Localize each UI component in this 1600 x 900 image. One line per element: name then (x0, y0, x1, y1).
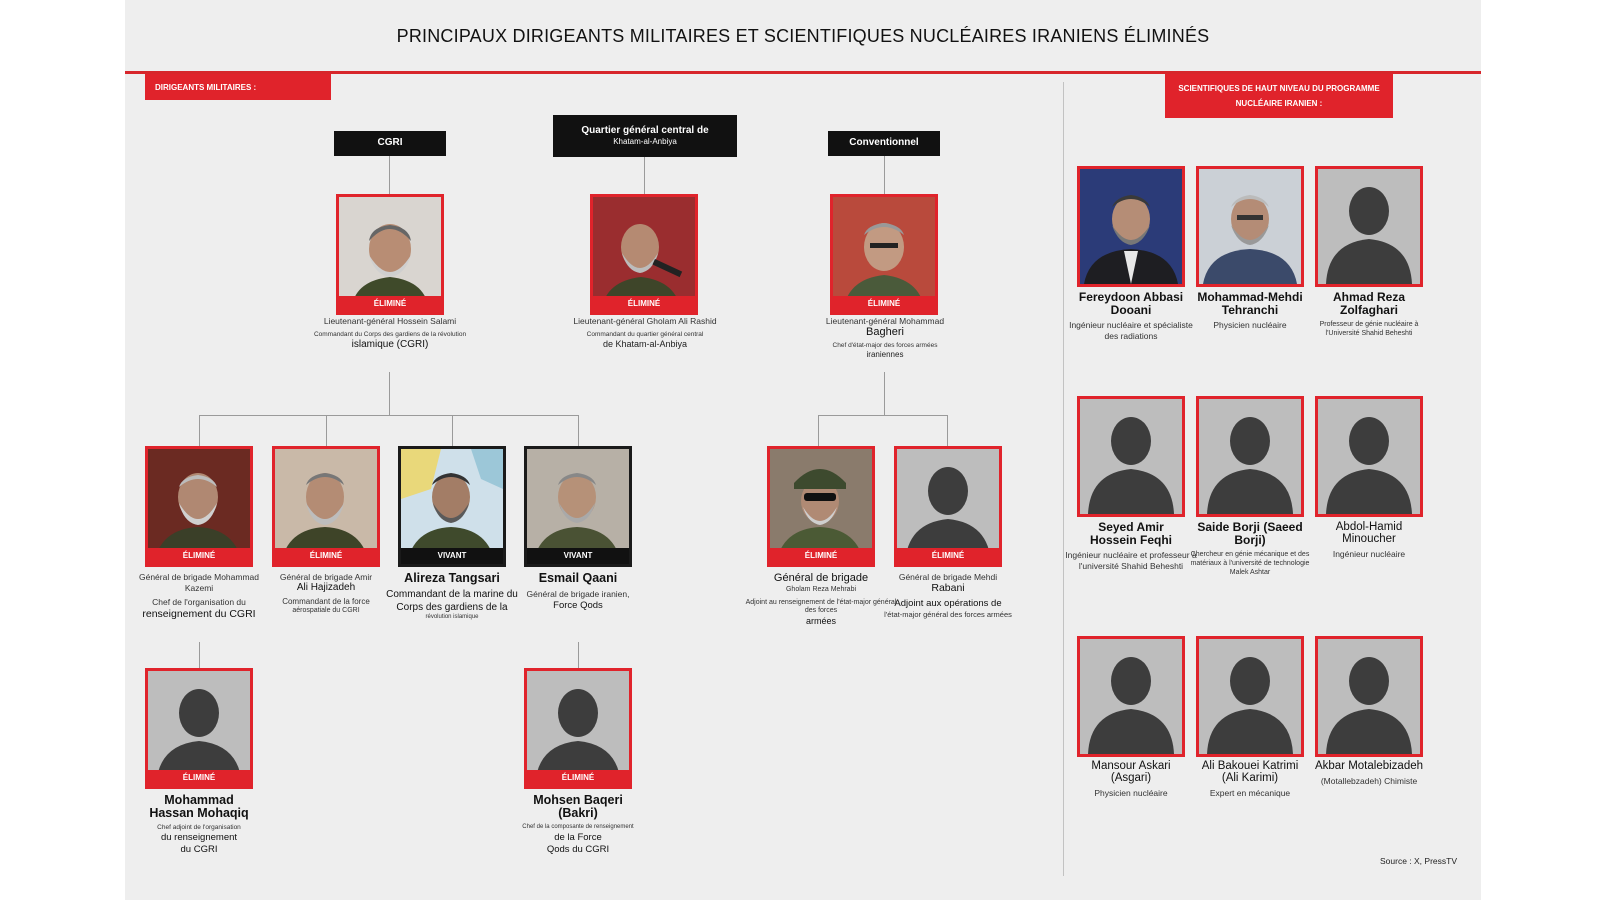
portrait-photo-icon (770, 449, 872, 564)
person-role-line: islamique (CGRI) (351, 338, 429, 350)
person-role (498, 589, 658, 612)
portrait-photo-icon (527, 449, 629, 564)
connector (452, 415, 453, 447)
person-name: Esmail Qaani (538, 571, 618, 585)
scientist-name: Ali Bakouei Katrimi (Ali Karimi) (1201, 760, 1299, 785)
connector (884, 372, 885, 416)
scientists-section-label: SCIENTIFIQUES DE HAUT NIVEAU DU PROGRAMME NUCLÉAIRE IRANIEN : (1165, 74, 1393, 118)
portrait-photo-icon (339, 197, 441, 312)
person-role-line: l'état-major général des forces armées (884, 609, 1012, 619)
person-role-line: du renseignement du CGRI (160, 832, 238, 856)
scientist-role: Expert en mécanique (1209, 788, 1291, 799)
person-role-line: Commandant de la force (282, 597, 370, 607)
person-role (805, 342, 965, 360)
person-silhouette-icon (1080, 639, 1182, 754)
person-role-line: Force Qods (553, 599, 603, 611)
person-info-qaani (498, 572, 658, 612)
military-section-label: DIRIGEANTS MILITAIRES : (145, 74, 331, 100)
scientist-card (1077, 636, 1185, 757)
status-badge: ÉLIMINÉ (527, 770, 629, 786)
connector (884, 156, 885, 194)
person-info-salami (310, 316, 470, 351)
person-rank: Général de brigade Mehdi (898, 572, 998, 582)
portrait-card-mehrabi (767, 446, 875, 567)
connector (389, 372, 390, 416)
person-role (868, 598, 1028, 619)
person-role-line: de la Force Qods du CGRI (546, 831, 610, 855)
scientist-card (1196, 166, 1304, 287)
infographic-panel (125, 0, 1481, 900)
person-role-line: de Khatam-al-Anbiya (602, 338, 688, 349)
scientist-role: Chercheur en génie mécanique et des matériaux à l'université de technologie Malek Ashtar (1190, 551, 1310, 577)
connector (818, 415, 948, 416)
scientist-role: Professeur de génie nucléaire à l'Université Shahid Beheshti (1319, 321, 1419, 338)
scientist-name: Abdol-Hamid Minoucher (1335, 521, 1403, 546)
connector (818, 415, 819, 447)
person-name: Ali Hajizadeh (296, 581, 356, 593)
person-role-line: Général de brigade iranien, (526, 589, 630, 600)
person-silhouette-icon (1199, 399, 1301, 514)
person-silhouette-icon (897, 449, 999, 564)
person-silhouette-icon (1318, 169, 1420, 284)
scientist-card (1315, 636, 1423, 757)
source-credit: Source : X, PressTV (1380, 856, 1457, 866)
person-role-line: Commandant du quartier général central (586, 330, 704, 338)
person-role-line: Chef d'état-major des forces armées (832, 342, 938, 350)
portrait-card-rashid (590, 194, 698, 315)
person-name: Rabani (931, 581, 965, 594)
person-silhouette-icon (1199, 639, 1301, 754)
scientist-card (1196, 636, 1304, 757)
category-conventional (828, 131, 940, 156)
scientist-role: (Motallebzadeh) Chimiste (1320, 776, 1418, 787)
scientist-card (1077, 166, 1185, 287)
status-badge: ÉLIMINÉ (833, 296, 935, 312)
connector (326, 415, 327, 447)
person-role-line: renseignement du CGRI (142, 607, 256, 620)
connector (578, 415, 579, 447)
person-silhouette-icon (527, 671, 629, 786)
scientist-role: Ingénieur nucléaire et professeur à l'université Shahid Beheshti (1065, 550, 1197, 572)
person-rank: Général de brigade (773, 572, 869, 584)
connector (199, 415, 200, 447)
category-cgri (334, 131, 446, 156)
scientist-role: Ingénieur nucléaire (1332, 549, 1406, 560)
portrait-card-qaani (524, 446, 632, 567)
category-cgri-label: CGRI (377, 137, 403, 149)
person-info-mohaqiq (125, 794, 279, 856)
status-badge: ÉLIMINÉ (148, 770, 250, 786)
portrait-photo-icon (1080, 169, 1182, 284)
category-hq-line1: Quartier général central de (581, 124, 709, 136)
portrait-card-hajizadeh (272, 446, 380, 567)
person-role (310, 331, 470, 352)
portrait-photo-icon (275, 449, 377, 564)
status-badge: ÉLIMINÉ (275, 548, 377, 564)
status-badge: ÉLIMINÉ (897, 548, 999, 564)
person-rank: Général de brigade Amir (279, 572, 373, 582)
person-role (125, 824, 279, 856)
person-role-line: Commandant de la marine du Corps des gardiens de la (386, 589, 518, 613)
connector (947, 415, 948, 447)
portrait-photo-icon (401, 449, 503, 564)
scientist-card (1196, 396, 1304, 517)
person-silhouette-icon (148, 671, 250, 786)
person-silhouette-icon (1318, 399, 1420, 514)
portrait-card-mohaqiq (145, 668, 253, 789)
person-rank: Lieutenant-général Gholam Ali Rashid (573, 316, 717, 326)
connector (644, 157, 645, 194)
person-rank: Lieutenant-général Mohammad (825, 316, 945, 326)
scientist-name: Saide Borji (Saeed Borji) (1197, 520, 1303, 547)
person-role-line: armées (805, 616, 836, 626)
category-hq-line2: Khatam-al-Anbiya (613, 137, 677, 147)
person-info-rabani (868, 572, 1028, 619)
section-divider (1063, 82, 1064, 876)
scientist-info (1295, 760, 1443, 787)
portrait-photo-icon (833, 197, 935, 312)
person-silhouette-icon (1080, 399, 1182, 514)
person-role-line: Chef de la composante de renseignement (522, 824, 634, 831)
portrait-photo-icon (593, 197, 695, 312)
person-name: Mohsen Baqeri (Bakri) (533, 793, 623, 821)
status-badge: ÉLIMINÉ (770, 548, 872, 564)
scientist-name: Mohammad-Mehdi Tehranchi (1197, 290, 1303, 317)
scientist-name: Seyed Amir Hossein Feqhi (1089, 520, 1172, 547)
person-role (498, 824, 658, 855)
scientist-info (1295, 291, 1443, 338)
person-name: Bagheri (866, 325, 904, 338)
category-conventional-label: Conventionnel (849, 137, 919, 149)
person-role-line: iraniennes (866, 350, 904, 360)
person-role-line: révolution islamique (425, 614, 479, 621)
person-info-rashid (565, 316, 725, 350)
person-role-line: Chef adjoint de l'organisation (157, 824, 241, 832)
scientist-info (1295, 521, 1443, 560)
person-role-line: Adjoint au renseignement de l'état-major général des forces (745, 598, 897, 615)
person-silhouette-icon (1318, 639, 1420, 754)
portrait-photo-icon (1199, 169, 1301, 284)
person-name: Gholam Reza Mehrabi (785, 585, 857, 593)
portrait-photo-icon (148, 449, 250, 564)
scientist-role: Ingénieur nucléaire et spécialiste des radiations (1069, 320, 1193, 342)
portrait-card-tangsari (398, 446, 506, 567)
status-badge: VIVANT (527, 548, 629, 564)
scientist-card (1315, 166, 1423, 287)
scientist-name: Ahmad Reza Zolfaghari (1332, 290, 1406, 317)
connector (389, 156, 390, 194)
status-badge: ÉLIMINÉ (593, 296, 695, 312)
status-badge: ÉLIMINÉ (339, 296, 441, 312)
portrait-card-salami (336, 194, 444, 315)
person-info-baqeri (498, 794, 658, 856)
person-role-line: aérospatiale du CGRI (292, 607, 360, 615)
scientist-name: Fereydoon Abbasi Dooani (1078, 290, 1184, 317)
page-title: PRINCIPAUX DIRIGEANTS MILITAIRES ET SCIENTIFIQUES NUCLÉAIRES IRANIENS ÉLIMINÉS (396, 26, 1210, 46)
scientist-role: Physicien nucléaire (1094, 788, 1168, 799)
person-role (565, 331, 725, 350)
person-role-line: Adjoint aux opérations de (894, 597, 1002, 609)
scientist-card (1315, 396, 1423, 517)
person-role-line: Commandant du Corps des gardiens de la révolution (313, 330, 467, 338)
portrait-card-kazemi (145, 446, 253, 567)
connector (199, 415, 579, 416)
status-badge: ÉLIMINÉ (148, 548, 250, 564)
portrait-card-baqeri (524, 668, 632, 789)
person-rank: Lieutenant-général Hossein Salami (323, 316, 457, 326)
scientist-name: Akbar Motalebizadeh (1314, 760, 1424, 772)
portrait-card-rabani (894, 446, 1002, 567)
person-rank: Général de brigade Mohammad Kazemi (138, 572, 259, 593)
scientist-card (1077, 396, 1185, 517)
scientist-role: Physicien nucléaire (1213, 320, 1287, 331)
person-name: Alireza Tangsari (404, 571, 500, 585)
category-khatam-hq (553, 115, 737, 157)
scientist-name: Mansour Askari (Asgari) (1091, 760, 1171, 785)
status-badge: VIVANT (401, 548, 503, 564)
portrait-card-bagheri (830, 194, 938, 315)
person-role-line: Chef de l'organisation du (152, 597, 246, 608)
person-name: Mohammad Hassan Mohaqiq (149, 793, 249, 821)
person-info-bagheri (805, 316, 965, 360)
